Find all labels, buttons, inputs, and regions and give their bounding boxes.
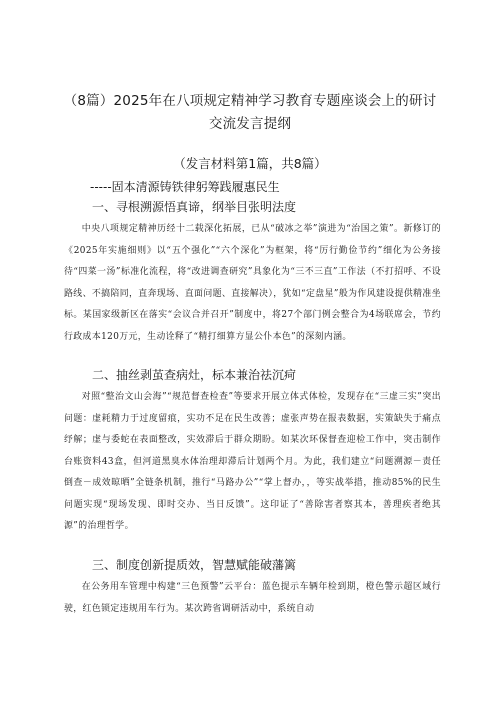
section-heading-3: 三、制度创新提质效，智慧赋能破藩篱 xyxy=(92,558,297,572)
doc-title-line2: 交流发言提纲 xyxy=(208,116,292,132)
material-note: （发言材料第1篇，共8篇） xyxy=(173,156,327,171)
section-heading-2: 二、抽丝剥茧查病灶，标本兼治祛沉疴 xyxy=(92,368,297,382)
theme-line: -----固本清源铸铁律躬筹践履惠民生 xyxy=(90,180,280,194)
doc-title-line1: （8篇）2025年在八项规定精神学习教育专题座谈会上的研讨 xyxy=(63,93,437,109)
section-heading-1: 一、寻根溯源悟真谛，纲举目张明法度 xyxy=(92,200,297,214)
section-paragraph-2: 对照“整治文山会海”“规范督查检查”等要求开展立体式体检，发现存在“三虚三实”突出问题：虚耗精力于过度留痕，实功不足在民生改善；虚张声势在报表数据，实策缺失于痛点纾解；虚与委蛇在表面整改，实效滞后于群众期盼。如某次环保督查迎检工作中，突击制作台账资料43盒，但河道黑臭水体治理却滞后计划两个月。为此，我们建立“问题溯源－责任倒查－成效晾晒”全链条机制，推行“马路办公”“掌上督办，，等实战举措，推动85%的民生问题实现“现场发现、即时交办、当日反馈”。这印证了“善除害者察其本，善理疾者绝其源”的治理哲学。 xyxy=(64,392,441,531)
section-paragraph-1: 中央八项规定精神历经十二载深化拓展，已从“破冰之举”演进为“治国之策”。新修订的《2025年实施细则》以“五个强化”“六个深化”为框架，将“厉行勤俭节约”细化为公务接待“四菜一汤”标准化流程，将“改进调查研究”具象化为“三不三直”工作法（不打招呼、不设路线、不搞陪同，直奔现场、直面问题、直接解决），犹如“定盘星”般为作风建设提供精准坐标。某国家级新区在落实“会议合并召开”制度中，将27个部门例会整合为4场联席会，节约行政成本120万元，生动诠释了“精打细算方显公仆本色”的深刻内涵。 xyxy=(64,224,441,342)
section-paragraph-3: 在公务用车管理中构建“三色预警”云平台：蓝色提示车辆年检到期，橙色警示超区域行驶，红色锁定违规用车行为。某次跨省调研活动中，系统自动 xyxy=(64,582,441,614)
